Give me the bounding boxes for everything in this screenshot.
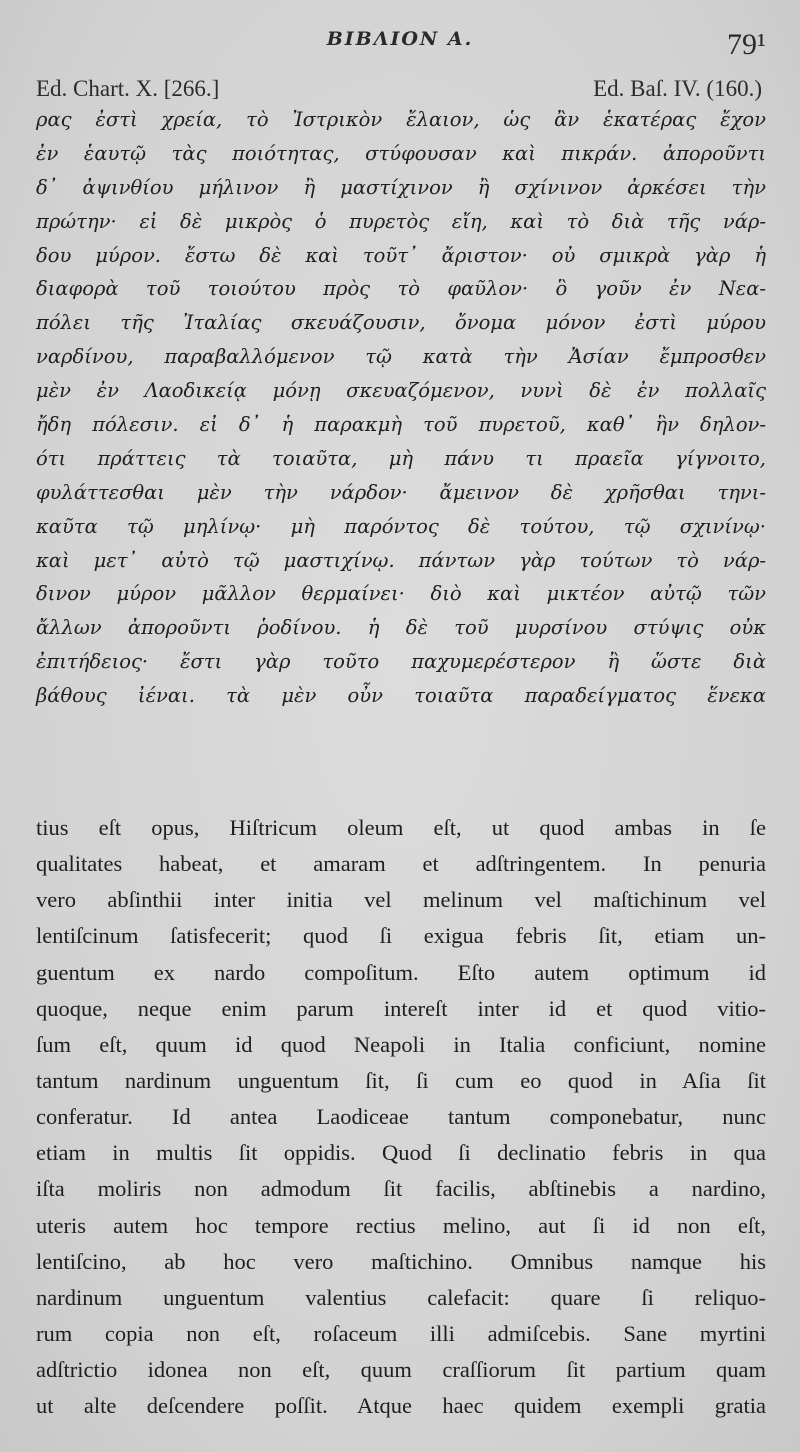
greek-text-block [36,103,766,713]
greek-text-line: βάθους ἰέναι. τὰ μὲν οὖν τοιαῦτα παραδείγματος ἕνεκα [36,684,766,708]
latin-text-line: adſtrictio idonea non eſt, quum craſſiorum ſit partium quam [36,1357,766,1383]
greek-text-line: δου μύρον. ἔστω δὲ καὶ τοῦτ᾽ ἄριστον· οὐ σμικρὰ γὰρ ἡ [36,243,766,267]
latin-text-line: ut alte deſcendere poſſit. Atque haec quidem exempli gratia [36,1393,766,1419]
edition-chartier-reference: Ed. Chart. X. [266.] [36,76,220,101]
running-title: ΒΙΒΛΙΟΝ Α. [326,28,474,50]
greek-text-line: διαφορὰ τοῦ τοιούτου πρὸς τὸ φαῦλον· ὃ γοῦν ἐν Νεα- [36,277,766,301]
greek-text-line: ἤδη πόλεσιν. εἰ δ᾽ ἡ παρακμὴ τοῦ πυρετοῦ, καθ᾽ ἣν δηλον- [36,413,766,437]
latin-text-block [36,810,766,1424]
latin-text-line: ſum eſt, quum id quod Neapoli in Italia conficiunt, nomine [36,1031,766,1057]
greek-text-line: ἐν ἑαυτῷ τὰς ποιότητας, στύφουσαν καὶ πικράν. ἀποροῦντι [36,141,766,165]
page-number: 79¹ [727,28,766,61]
greek-text-line: ότι πράττεις τὰ τοιαῦτα, μὴ πάνυ τι πραεῖα γίγνοιτο, [36,446,766,470]
latin-text-line: conferatur. Id antea Laodiceae tantum componebatur, nunc [36,1104,766,1130]
latin-text-line: tius eſt opus, Hiſtricum oleum eſt, ut quod ambas in ſe [36,815,766,840]
greek-text-line: ἐπιτήδειος· ἔστι γὰρ τοῦτο παχυμερέστερον ἢ ὥστε διὰ [36,650,766,674]
latin-text-line: qualitates habeat, et amaram et adſtringentem. In penuria [36,851,766,877]
greek-text-line: καὶ μετ᾽ αὐτὸ τῷ μαστιχίνῳ. πάντων γὰρ τούτων τὸ νάρ- [36,548,766,572]
greek-text-line: ἄλλων ἀποροῦντι ῥοδίνου. ἡ δὲ τοῦ μυρσίνου στύψις οὐκ [36,616,766,640]
greek-text-line: φυλάττεσθαι μὲν τὴν νάρδον· ἄμεινον δὲ χρῆσθαι τηνι- [36,480,766,504]
greek-text-line: καῦτα τῷ μηλίνῳ· μὴ παρόντος δὲ τούτου, τῷ σχινίνῳ· [36,514,766,538]
greek-text-line: δινον μύρον μᾶλλον θερμαίνει· διὸ καὶ μικτέον αὐτῷ τῶν [36,582,766,606]
greek-text-line: πόλει τῆς Ἰταλίας σκευάζουσιν, ὄνομα μόνον ἐστὶ μύρου [36,311,766,335]
edition-basel-reference: Ed. Baſ. IV. (160.) [593,76,762,101]
latin-text-line: iſta moliris non admodum ſit facilis, abſtinebis a nardino, [36,1176,766,1202]
edition-reference-line [36,76,762,102]
latin-text-line: etiam in multis ſit oppidis. Quod ſi declinatio febris in qua [36,1140,766,1166]
latin-text-line: tantum nardinum unguentum ſit, ſi cum eo quod in Aſia ſit [36,1067,766,1093]
greek-text-line: μὲν ἐν Λαοδικείᾳ μόνῃ σκευαζόμενον, νυνὶ δὲ ἐν πολλαῖς [36,379,766,403]
latin-text-line: uteris autem hoc tempore rectius melino, aut ſi id non eſt, [36,1212,766,1238]
greek-text-line: πρώτην· εἰ δὲ μικρὸς ὁ πυρετὸς εἴη, καὶ τὸ διὰ τῆς νάρ- [36,209,766,233]
greek-text-line: δ᾽ ἀψινθίου μήλινον ἢ μαστίχινον ἢ σχίνινον ἀρκέσει τὴν [36,175,766,199]
latin-text-line: vero abſinthii inter initia vel melinum vel maſtichinum vel [36,887,766,913]
latin-text-line: lentiſcino, ab hoc vero maſtichino. Omnibus namque his [36,1248,766,1274]
greek-text-line: ναρδίνου, παραβαλλόμενον τῷ κατὰ τὴν Ἀσίαν ἔμπροσθεν [36,345,766,369]
latin-text-line: quoque, neque enim parum intereſt inter id et quod vitio- [36,995,766,1021]
latin-text-line: rum copia non eſt, roſaceum illi admiſcebis. Sane myrtini [36,1320,766,1346]
latin-text-line: lentiſcinum ſatisfecerit; quod ſi exigua febris ſit, etiam un- [36,923,766,949]
latin-text-line: nardinum unguentum valentius calefacit: quare ſi reliquo- [36,1284,766,1310]
latin-text-line: guentum ex nardo compoſitum. Eſto autem optimum id [36,959,766,985]
greek-text-line: ρας ἐστὶ χρεία, τὸ Ἰστρικὸν ἔλαιον, ὡς ἂν ἑκατέρας ἔχον [36,108,766,131]
